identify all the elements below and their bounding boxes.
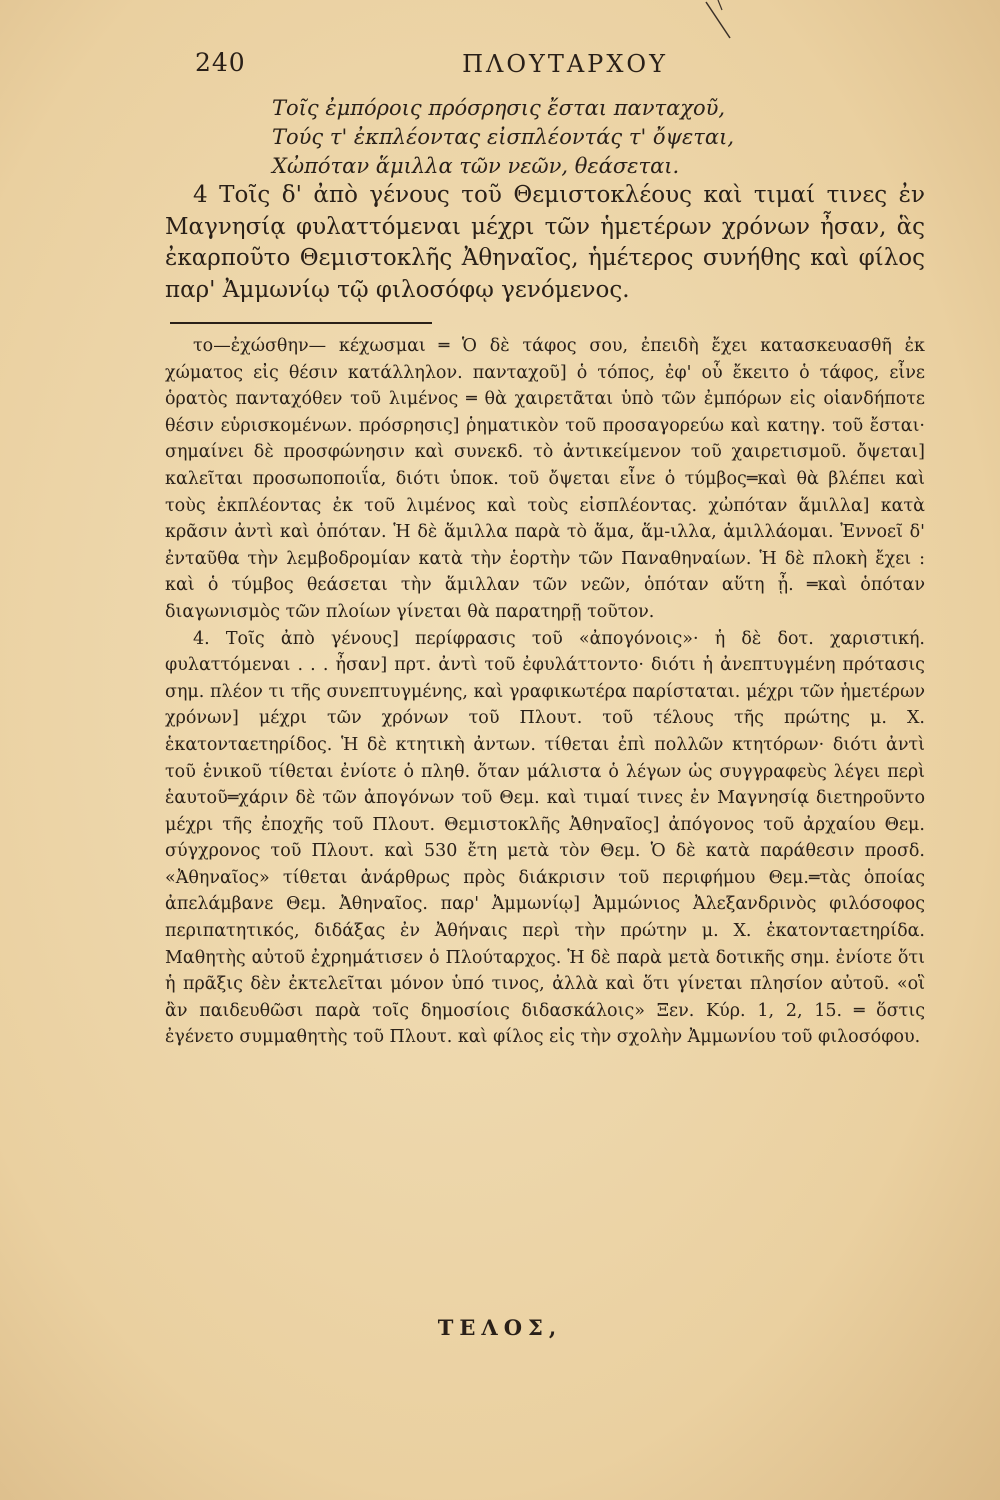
main-text — [165, 180, 925, 306]
page-header — [195, 48, 935, 88]
end-mark: ΤΕΛΟΣ, — [437, 1315, 563, 1340]
verse-line: Χὠπόταν ἅμιλλα τῶν νεῶν, θεάσεται. — [272, 154, 680, 178]
verse-block — [272, 94, 912, 181]
footnote-rule — [170, 322, 432, 324]
running-title: ΠΛΟΥΤΑΡΧΟΥ — [462, 50, 668, 78]
verse-line: Τούς τ' ἐκπλέοντας εἰσπλέοντάς τ' ὄψεται, — [272, 125, 734, 149]
page-number: 240 — [195, 48, 246, 77]
main-paragraph: 4 Τοῖς δ' ἀπὸ γένους τοῦ Θεμιστοκλέους καὶ τιμαί τινες ἐν Μαγνησίᾳ φυλαττόμεναι μέχρι τῶν ἡμετέρων χρόνων ἦσαν, ἃς ἐκαρποῦτο Θεμιστοκλῆς Ἀθηναῖος, ἡμέτερος συνήθης καὶ φίλος παρ' Ἀμμωνίῳ τῷ φιλοσόφῳ γενόμενος. — [165, 182, 925, 303]
verse-line: Τοῖς ἐμπόροις πρόσρησις ἔσται πανταχοῦ, — [272, 96, 726, 120]
note-paragraph: το—ἐχώσθην— κέχωσμαι ═ Ὁ δὲ τάφος σου, ἐπειδὴ ἔχει κατασκευασθῆ ἐκ χώματος εἰς θέσιν κατάλληλον. πανταχοῦ] ὁ τόπος, ἐφ' οὗ ἔκειτο ὁ τάφος, εἶνε ὁρατὸς πανταχόθεν τοῦ λιμένος ═ θὰ χαιρετᾶται ὑπὸ τῶν ἐμπόρων εἰς οἱανδήποτε θέσιν εὑρισκομένων. πρόσρησις] ῥηματικὸν τοῦ προσαγορεύω καὶ κατηγ. τοῦ ἔσται· σημαίνει δὲ προσφώνησιν καὶ συνεκδ. τὸ ἀντικείμενον τοῦ χαιρετισμοῦ. ὄψεται] καλεῖται προσωποποιΐα, διότι ὑποκ. τοῦ ὄψεται εἶνε ὁ τύμβος═καὶ θὰ βλέπει καὶ τοὺς ἐκπλέοντας ἐκ τοῦ λιμένος καὶ τοὺς εἰσπλέοντας. χὠπόταν ἅμιλλα] κατὰ κρᾶσιν ἀντὶ καὶ ὁπόταν. Ἡ δὲ ἅμιλλα παρὰ τὸ ἅμα, ἅμ-ιλλα, ἁμιλλάομαι. Ἐννοεῖ δ' ἐνταῦθα τὴν λεμβοδρομίαν κατὰ τὴν ἑορτὴν τῶν Παναθηναίων. Ἡ δὲ πλοκὴ ἔχει : καὶ ὁ τύμβος θεάσεται τὴν ἅμιλλαν τῶν νεῶν, ὁπόταν αὕτη ᾖ. ═καὶ ὁπόταν διαγωνισμὸς τῶν πλοίων γίνεται θὰ παρατηρῇ τοῦτον. — [165, 336, 925, 622]
note-paragraph: 4. Τοῖς ἀπὸ γένους] περίφρασις τοῦ «ἀπογόνοις»· ἡ δὲ δοτ. χαριστική. φυλαττόμεναι . . . ἦσαν] πρτ. ἀντὶ τοῦ ἐφυλάττοντο· διότι ἡ ἀνεπτυγμένη πρότασις σημ. πλέον τι τῆς συνεπτυγμένης, καὶ γραφικωτέρα παρίσταται. μέχρι τῶν ἡμετέρων χρόνων] μέχρι τῶν χρόνων τοῦ Πλουτ. τοῦ τέλους τῆς πρώτης μ. Χ. ἑκατονταετηρίδος. Ἡ δὲ κτητικὴ ἀντων. τίθεται ἐπὶ πολλῶν κτητόρων· διότι ἀντὶ τοῦ ἑνικοῦ τίθεται ἐνίοτε ὁ πληθ. ὅταν μάλιστα ὁ λέγων ὡς συγγραφεὺς λέγει περὶ ἑαυτοῦ═χάριν δὲ τῶν ἀπογόνων τοῦ Θεμ. καὶ τιμαί τινες ἐν Μαγνησίᾳ διετηροῦντο μέχρι τῆς ἐποχῆς τοῦ Πλουτ. Θεμιστοκλῆς Ἀθηναῖος] ἀπόγονος τοῦ ἀρχαίου Θεμ. σύγχρονος τοῦ Πλουτ. καὶ 530 ἔτη μετὰ τὸν Θεμ. Ὁ δὲ κατὰ παράθεσιν προσδ. «Ἀθηναῖος» τίθεται ἀνάρθρως πρὸς διάκρισιν τοῦ περιφήμου Θεμ.═τὰς ὁποίας ἀπελάμβανε Θεμ. Ἀθηναῖος. παρ' Ἀμμωνίῳ] Ἀμμώνιος Ἀλεξανδρινὸς φιλόσοφος περιπατητικός, διδάξας ἐν Ἀθήναις περὶ τὴν πρώτην μ. Χ. ἑκατονταετηρίδα. Μαθητὴς αὐτοῦ ἐχρημάτισεν ὁ Πλούταρχος. Ἡ δὲ παρὰ μετὰ δοτικῆς σημ. ἐνίοτε ὅτι ἡ πρᾶξις δὲν ἐκτελεῖται μόνον ὑπό τινος, ἀλλὰ καὶ ὅτι γίνεται πλησίον αὐτοῦ. «οἳ ἂν παιδευθῶσι παρὰ τοῖς δημοσίοις διδασκάλοις» Ξεν. Κύρ. 1, 2, 15. ═ ὅστις ἐγένετο συμμαθητὴς τοῦ Πλουτ. καὶ φίλος εἰς τὴν σχολὴν Ἀμμωνίου τοῦ φιλοσόφου. — [165, 628, 925, 1048]
commentary-notes — [165, 333, 925, 1051]
pencil-mark — [700, 0, 740, 40]
